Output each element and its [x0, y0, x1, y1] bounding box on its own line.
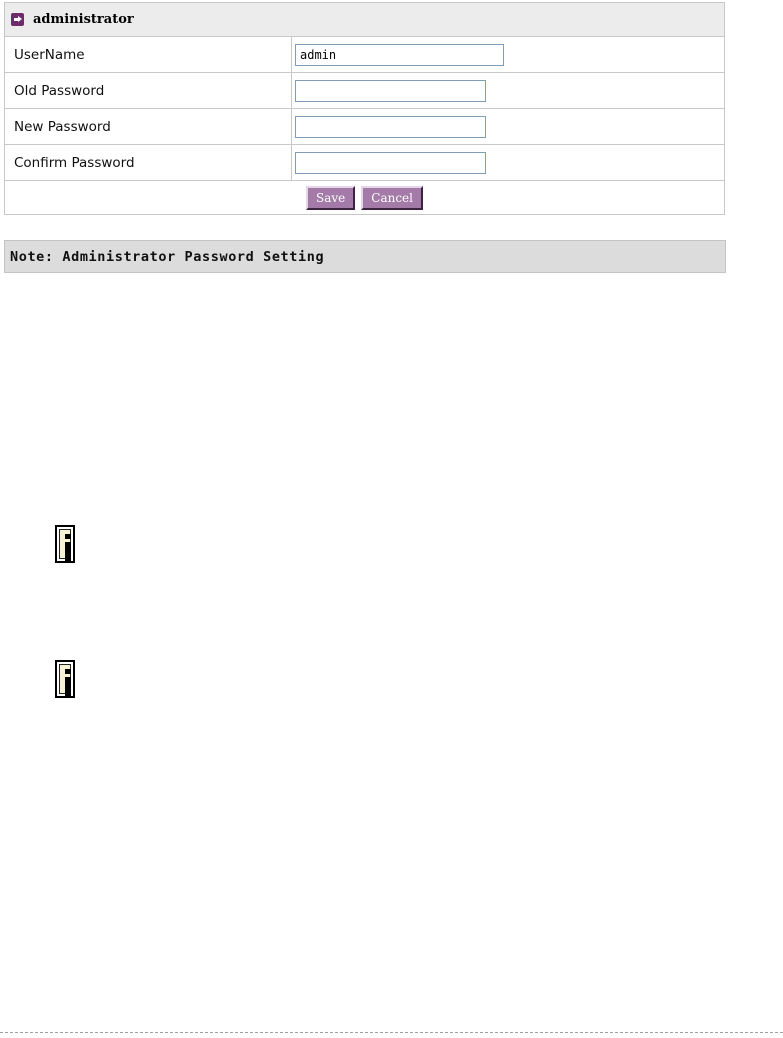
info-icon [55, 660, 75, 698]
info-icon-body [59, 529, 71, 559]
save-button[interactable]: Save [306, 186, 355, 210]
button-row [5, 181, 724, 214]
panel-header [5, 3, 724, 37]
confirm-password-label: Confirm Password [5, 145, 292, 180]
old-password-row [5, 73, 724, 109]
info-icon-dot [65, 534, 71, 539]
old-password-label: Old Password [5, 73, 292, 108]
info-icon-stem [65, 542, 71, 561]
panel-title: administrator [33, 12, 134, 27]
info-icon-stem [65, 677, 71, 696]
note-bar: Note: Administrator Password Setting [4, 240, 726, 273]
old-password-input[interactable] [295, 80, 486, 102]
username-label: UserName [5, 37, 292, 72]
administrator-panel [4, 2, 725, 215]
new-password-input[interactable] [295, 116, 486, 138]
info-icon-body [59, 664, 71, 694]
info-icon [55, 525, 75, 563]
old-password-cell [292, 73, 724, 108]
confirm-password-cell [292, 145, 724, 180]
username-input[interactable] [295, 44, 504, 66]
new-password-cell [292, 109, 724, 144]
confirm-password-row [5, 145, 724, 181]
new-password-row [5, 109, 724, 145]
new-password-label: New Password [5, 109, 292, 144]
cancel-button[interactable]: Cancel [361, 186, 423, 210]
username-cell [292, 37, 724, 72]
footer-divider [0, 1032, 783, 1033]
info-icon-dot [65, 669, 71, 674]
confirm-password-input[interactable] [295, 152, 486, 174]
username-row [5, 37, 724, 73]
arrow-right-icon [11, 13, 24, 26]
